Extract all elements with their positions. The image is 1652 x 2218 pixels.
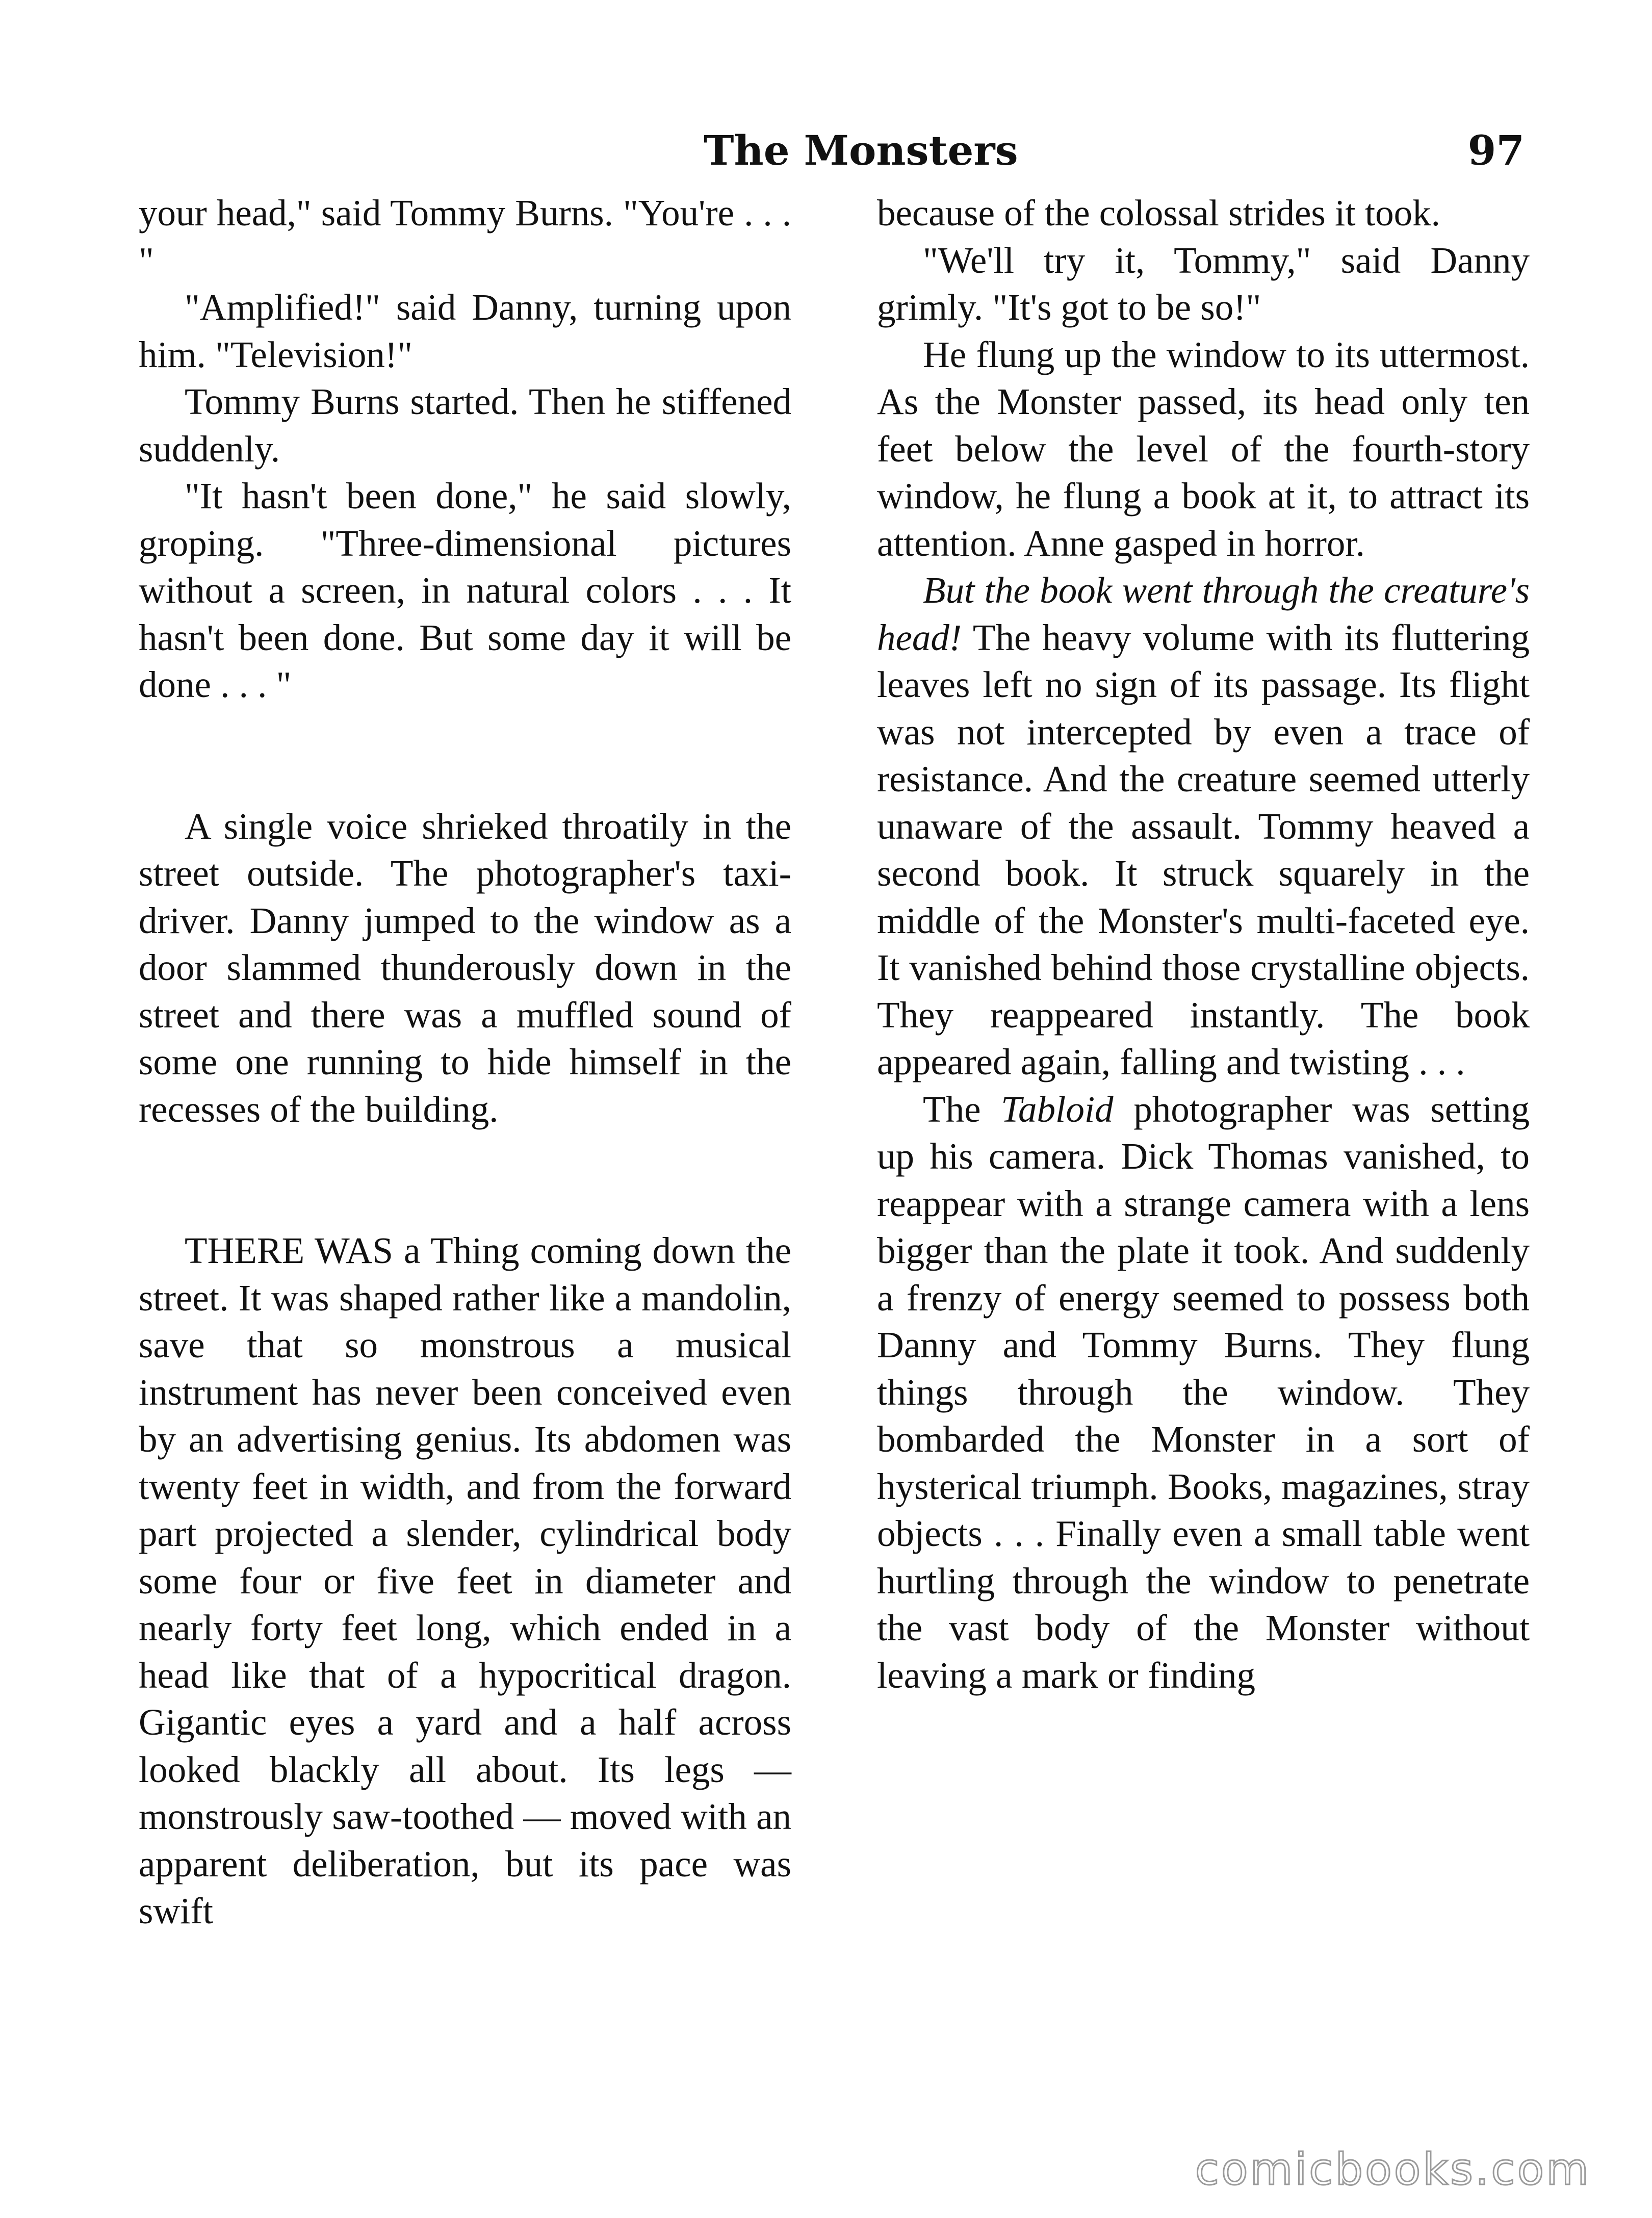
italic-publication-name: Tabloid [1001,1088,1114,1130]
paragraph-text: The heavy volume with its fluttering leaves left no sign of its passage. Its flight was not intercepted by even a trace of resistance. And the creature seemed utterly unaware of the assault. Tommy heaved a second book. It struck squarely in the middle of the Monster's multi-faceted eye. It vanished behind those crystalline objects. They reappeared instantly. The book appeared again, falling and twisting . . . [877,616,1530,1082]
paragraph [877,567,1530,1086]
paragraph-text: photographer was setting up his camera. Dick Thomas vanished, to reappear with a strange camera with a lens bigger than the plate it took. And suddenly a frenzy of energy seemed to possess both Danny and Tommy Burns. They flung things through the window. They bombarded the Monster in a sort of hysterical triumph. Books, magazines, stray objects . . . Finally even a small table went hurtling through the window to penetrate the vast body of the Monster without leaving a mark or finding [877,1088,1530,1696]
paragraph: Tommy Burns started. Then he stiffened suddenly. [139,381,791,470]
paragraph: He flung up the window to its uttermost. As the Monster passed, its head only ten feet below the level of the fourth-story window, he flung a book at it, to attract its attention. Anne gasped in horror. [877,333,1530,564]
italic-emphasis: But the book went through the creature's head! [877,570,1530,658]
paragraph: A single voice shrieked throatily in the street outside. The photographer's taxi-driver. Danny jumped to the window as a door slammed thunderously down in the street and there was a muffled sound of some one running to hide himself in the recesses of the building. [139,805,791,1130]
paragraph: "Amplified!" said Danny, turning upon him. "Television!" [139,287,791,375]
running-head [704,120,1525,181]
left-column [139,190,791,1935]
right-column [877,190,1530,1699]
watermark-logo: comicbooks.com [1195,2144,1591,2195]
running-head-title: The Monsters [704,126,1018,174]
paragraph: your head," said Tommy Burns. "You're . . . " [139,192,791,281]
paragraph: "We'll try it, Tommy," said Danny grimly. "It's got to be so!" [877,239,1530,328]
paragraph: "It hasn't been done," he said slowly, groping. "Three-dimensional pictures without a screen, in natural colors . . . It hasn't been done. But some day it will be done . . . " [139,475,791,705]
paragraph-lead: The [923,1088,1001,1130]
paragraph: because of the colossal strides it took. [877,192,1440,234]
page-number: 97 [1467,126,1525,174]
paragraph [877,1086,1530,1699]
section-opening-paragraph: THERE WAS a Thing coming down the street. It was shaped rather like a mandolin, save that so monstrous a musical instrument has never been conceived even by an advertising genius. Its abdomen was twenty feet in width, and from the forward part projected a slender, cylindrical body some four or five feet in diameter and nearly forty feet long, which ended in a head like that of a hypocritical dragon. Gigantic eyes a yard and a half across looked blackly all about. Its legs — monstrously saw-toothed — moved with an apparent deliberation, but its pace was swift [139,1230,791,1931]
